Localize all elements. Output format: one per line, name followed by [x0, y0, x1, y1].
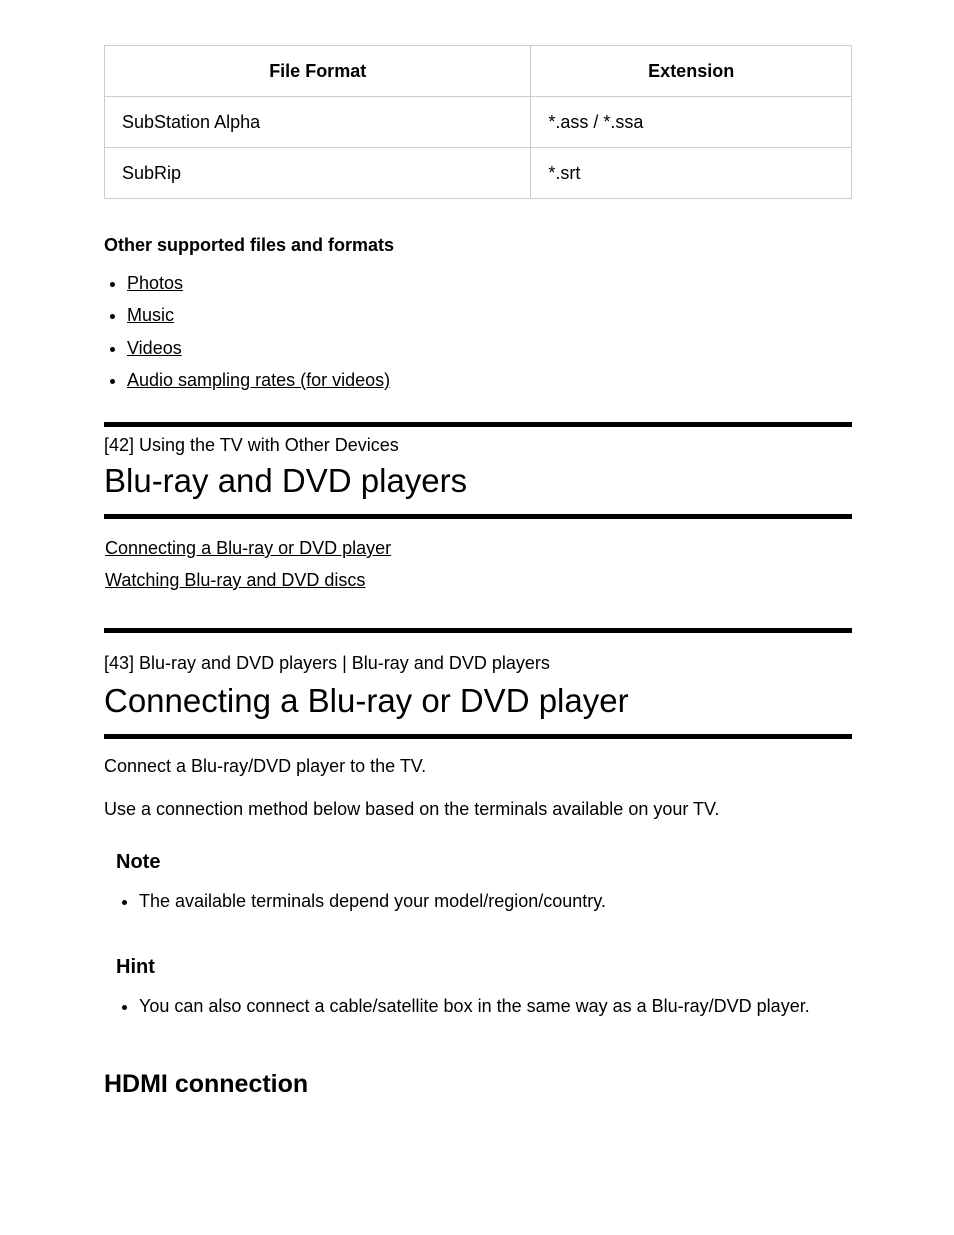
table-cell-extension: *.srt — [531, 148, 852, 199]
other-formats-list — [104, 271, 852, 392]
subtitle-format-table — [104, 45, 852, 199]
manual-page — [104, 45, 852, 1099]
note-list — [104, 889, 852, 913]
section-title-blu-ray-dvd-players: Blu-ray and DVD players — [104, 461, 468, 499]
table-row — [105, 148, 852, 199]
intro-text-2: Use a connection method below based on the terminals available on your TV. — [104, 798, 720, 819]
table-cell-format: SubStation Alpha — [105, 97, 531, 148]
link-connecting-player[interactable]: Connecting a Blu-ray or DVD player — [105, 537, 392, 558]
list-item: • You can also connect a cable/satellite box in the same way as a Blu-ray/DVD player. — [139, 994, 852, 1018]
link-videos[interactable]: Videos — [127, 337, 182, 358]
breadcrumb-section-42: [42] Using the TV with Other Devices — [104, 434, 399, 455]
link-music[interactable]: Music — [127, 305, 175, 326]
subheading-hdmi-connection: HDMI connection — [104, 1069, 309, 1098]
other-formats-heading: Other supported files and formats — [104, 235, 395, 255]
intro-text-1: Connect a Blu-ray/DVD player to the TV. — [104, 755, 427, 776]
link-audio-sampling-rates[interactable]: Audio sampling rates (for videos) — [127, 369, 391, 390]
note-heading: Note — [116, 850, 161, 873]
list-item — [127, 303, 852, 327]
section-divider — [104, 514, 852, 519]
link-watching-discs[interactable]: Watching Blu-ray and DVD discs — [105, 569, 366, 590]
breadcrumb-section-43: [43] Blu-ray and DVD players | Blu-ray and DVD players — [104, 652, 550, 673]
list-item — [127, 368, 852, 392]
section-42-links — [104, 536, 852, 592]
hint-list — [104, 994, 852, 1018]
table-header-row — [105, 46, 852, 97]
section-divider — [104, 422, 852, 427]
section-divider — [104, 734, 852, 739]
list-item — [127, 336, 852, 360]
list-item — [127, 271, 852, 295]
table-cell-format: SubRip — [105, 148, 531, 199]
link-photos[interactable]: Photos — [127, 273, 184, 293]
table-cell-extension: *.ass / *.ssa — [531, 97, 852, 148]
list-item: • The available terminals depend your model/region/country. — [139, 889, 852, 913]
section-title-connecting-player: Connecting a Blu-ray or DVD player — [104, 681, 629, 719]
section-divider — [104, 628, 852, 633]
column-header-file-format: File Format — [105, 46, 531, 97]
hint-heading: Hint — [116, 955, 155, 978]
table-row — [105, 97, 852, 148]
column-header-extension: Extension — [531, 46, 852, 97]
